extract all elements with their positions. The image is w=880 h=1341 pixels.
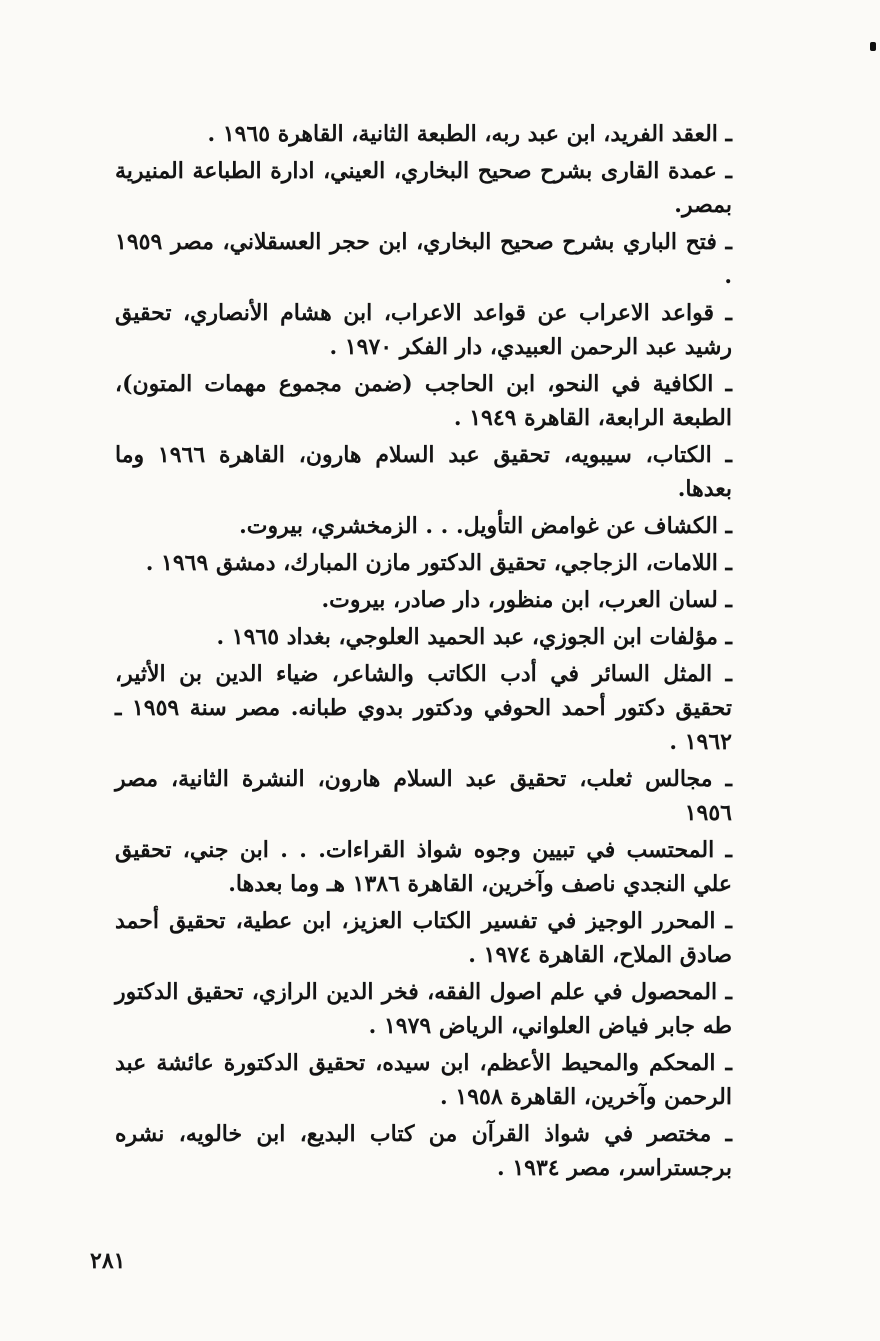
- bibliography-entry: ـ المثل السائر في أدب الكاتب والشاعر، ضياء الدين بن الأثير، تحقيق دكتور أحمد الحوفي ودكتور بدوي طبانه. مصر سنة ١٩٥٩ ـ ١٩٦٢ .: [115, 661, 732, 755]
- bibliography-entry: ـ المحصول في علم اصول الفقه، فخر الدين الرازي، تحقيق الدكتور طه جابر فياض العلواني، الرياض ١٩٧٩ .: [115, 979, 732, 1039]
- bibliography-entry: ـ المحرر الوجيز في تفسير الكتاب العزيز، ابن عطية، تحقيق أحمد صادق الملاح، القاهرة ١٩٧٤ .: [115, 908, 732, 968]
- bibliography-entry: ـ الكافية في النحو، ابن الحاجب (ضمن مجموع مهمات المتون)، الطبعة الرابعة، القاهرة ١٩٤٩ .: [115, 371, 732, 431]
- bibliography-entry: ـ مجالس ثعلب، تحقيق عبد السلام هارون، النشرة الثانية، مصر ١٩٥٦: [115, 766, 732, 826]
- bibliography-entry: ـ اللامات، الزجاجي، تحقيق الدكتور مازن المبارك، دمشق ١٩٦٩ .: [145, 550, 732, 576]
- bibliography-entry: ـ مختصر في شواذ القرآن من كتاب البديع، ابن خالويه، نشره برجستراسر، مصر ١٩٣٤ .: [115, 1121, 732, 1181]
- bibliography-entry: ـ عمدة القارى بشرح صحيح البخاري، العيني، ادارة الطباعة المنيرية بمصر.: [115, 158, 732, 218]
- bibliography-entry: ـ المحتسب في تبيين وجوه شواذ القراءات. . . ابن جني، تحقيق علي النجدي ناصف وآخرين، القاهرة ١٣٨٦ هـ وما بعدها.: [115, 837, 732, 897]
- bibliography-entry: ـ مؤلفات ابن الجوزي، عبد الحميد العلوجي، بغداد ١٩٦٥ .: [216, 624, 732, 650]
- bibliography-entry: ـ لسان العرب، ابن منظور، دار صادر، بيروت.: [321, 587, 732, 613]
- bibliography-entry: ـ قواعد الاعراب عن قواعد الاعراب، ابن هشام الأنصاري، تحقيق رشيد عبد الرحمن العبيدي، دار الفكر ١٩٧٠ .: [115, 300, 732, 360]
- bibliography-list: [115, 117, 732, 1188]
- page-number: ٢٨١: [90, 1248, 126, 1274]
- bibliography-entry: ـ الكشاف عن غوامض التأويل. . . الزمخشري، بيروت.: [239, 513, 732, 539]
- margin-mark: [870, 42, 876, 51]
- bibliography-entry: ـ الكتاب، سيبويه، تحقيق عبد السلام هارون، القاهرة ١٩٦٦ وما بعدها.: [115, 442, 732, 502]
- bibliography-entry: ـ المحكم والمحيط الأعظم، ابن سيده، تحقيق الدكتورة عائشة عبد الرحمن وآخرين، القاهرة ١٩٥٨ .: [115, 1050, 732, 1110]
- bibliography-entry: ـ العقد الفريد، ابن عبد ربه، الطبعة الثانية، القاهرة ١٩٦٥ .: [207, 121, 732, 147]
- bibliography-entry: ـ فتح الباري بشرح صحيح البخاري، ابن حجر العسقلاني، مصر ١٩٥٩ .: [115, 229, 732, 289]
